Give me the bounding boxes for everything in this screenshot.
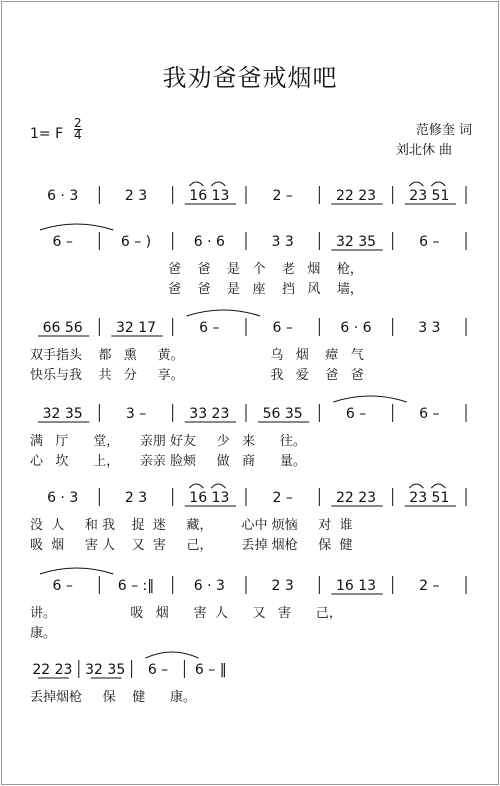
tie-arc bbox=[40, 568, 113, 574]
measure-notes: 16 13 bbox=[335, 578, 377, 594]
measure-notes: 6 – bbox=[272, 320, 293, 336]
lyricist-credit: 范修奎 词 bbox=[415, 123, 472, 138]
measure-notes: 66 56 bbox=[42, 320, 83, 336]
measure-notes: 32 17 bbox=[115, 320, 157, 336]
tie-arc bbox=[333, 396, 406, 402]
measure-notes: 6 – ) bbox=[120, 234, 152, 250]
slur-arc bbox=[409, 484, 423, 488]
measure-notes: 6 – ‖ bbox=[194, 662, 227, 678]
lyric-line: 吸 烟 害 人 又 害 己， 丢掉 烟枪 保 健 bbox=[30, 538, 353, 553]
measure-notes: 6 – bbox=[52, 234, 73, 250]
measure-notes: 2 3 bbox=[271, 578, 294, 594]
measure-notes: 23 51 bbox=[409, 490, 450, 506]
measure-notes: 6 – bbox=[345, 406, 367, 422]
measure-notes: 32 35 bbox=[42, 406, 83, 422]
measure-notes: 32 35 bbox=[85, 662, 126, 678]
measure-notes: 22 23 bbox=[335, 490, 377, 506]
tie-arc bbox=[40, 224, 113, 230]
tie-arc bbox=[187, 310, 260, 316]
slur-arc bbox=[211, 182, 225, 186]
measure-notes: 6 – bbox=[419, 406, 440, 422]
lyric-line: 丢掉烟枪 保 健 康。 bbox=[30, 690, 196, 705]
lyric-line: 快乐与我 共 分 享。 我 爱 爸 爸 bbox=[30, 368, 364, 383]
composer-credit: 刘北休 曲 bbox=[395, 143, 452, 158]
lyric-line: 没 人 和 我 捉 迷 藏， 心中 烦恼 对 谁 bbox=[30, 518, 353, 533]
measure-notes: 6 · 6 bbox=[340, 320, 372, 336]
measure-notes: 33 23 bbox=[189, 406, 230, 422]
measure-notes: 2 – bbox=[272, 490, 293, 506]
measure-notes: 2 – bbox=[272, 188, 293, 204]
lyric-line: 爸 爸 是 个 老 烟 枪， bbox=[168, 262, 363, 277]
measure-notes: 6 – bbox=[147, 662, 169, 678]
lyric-line: 心 坎 上， 亲亲 脸颊 做 商 量。 bbox=[30, 454, 306, 469]
slur-arc bbox=[189, 182, 203, 186]
tie-arc bbox=[146, 652, 199, 658]
measure-notes: 56 35 bbox=[262, 406, 303, 422]
measure-notes: 22 23 bbox=[335, 188, 377, 204]
slur-arc bbox=[431, 484, 445, 488]
song-title: 我劝爸爸戒烟吧 bbox=[162, 64, 338, 92]
slur-arc bbox=[409, 182, 423, 186]
slur-arc bbox=[189, 484, 203, 488]
lyric-line: 讲。 吸 烟 害 人 又 害 己， bbox=[30, 606, 342, 621]
measure-notes: 3 3 bbox=[418, 320, 441, 336]
meter-bottom: 4 bbox=[74, 128, 82, 142]
measure-notes: 16 13 bbox=[189, 188, 230, 204]
measure-notes: 6 – bbox=[419, 234, 440, 250]
measure-notes: 23 51 bbox=[409, 188, 450, 204]
measure-notes: 2 3 bbox=[124, 188, 148, 204]
slur-arc bbox=[431, 182, 445, 186]
key-signature: 1= F bbox=[30, 126, 64, 142]
measure-notes: 3 3 bbox=[271, 234, 294, 250]
measure-notes: 6 · 3 bbox=[47, 490, 79, 506]
measure-notes: 22 23 bbox=[32, 662, 73, 678]
measure-notes: 6 – bbox=[52, 578, 73, 594]
measure-notes: 6 – bbox=[199, 320, 220, 336]
lyric-line: 康。 bbox=[30, 626, 57, 641]
measure-notes: 6 · 3 bbox=[193, 578, 225, 594]
measure-notes: 6 · 6 bbox=[193, 234, 225, 250]
measure-notes: 2 3 bbox=[124, 490, 148, 506]
measure-notes: 32 35 bbox=[335, 234, 377, 250]
measure-notes: 6 – :‖ bbox=[117, 578, 155, 594]
lyric-line: 双手指头 都 熏 黄。 乌 烟 瘴 气 bbox=[30, 348, 364, 363]
lyric-line: 爸 爸 是 座 挡 风 墙， bbox=[168, 282, 363, 297]
lyric-line: 满 厅 堂， 亲朋 好友 少 来 往。 bbox=[30, 434, 306, 449]
measure-notes: 3 – bbox=[125, 406, 147, 422]
slur-arc bbox=[211, 484, 225, 488]
measure-notes: 6 · 3 bbox=[47, 188, 79, 204]
meter-top: 2 bbox=[74, 116, 82, 130]
measure-notes: 16 13 bbox=[189, 490, 230, 506]
measure-notes: 2 – bbox=[419, 578, 440, 594]
